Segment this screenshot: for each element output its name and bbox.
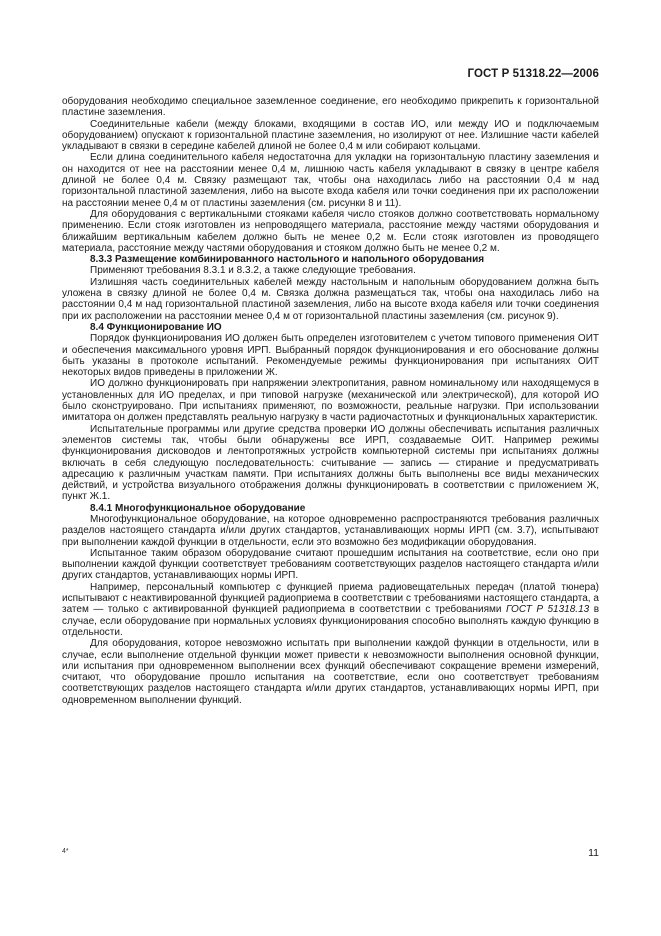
- document-body: [62, 96, 599, 706]
- section-heading-8-3-3: 8.3.3 Размещение комбинированного настольного и напольного оборудования: [90, 254, 485, 266]
- standard-reference: ГОСТ Р 51318.13: [505, 604, 590, 616]
- document-id: ГОСТ Р 51318.22—2006: [467, 68, 599, 80]
- paragraph: Для оборудования с вертикальными стояками кабеля число стояков должно соответствовать нормальному применению. Если стояк изготовлен из непроводящего материала, расстояние между частями оборудования и ближайшим вертикальным кабелем должно быть не менее 0,2 м. Если стояк изготовлен из проводящего материала, расстояние между частями оборудования и стояком должно быть не менее 0,2 м.: [62, 208, 599, 254]
- paragraph: Применяют требования 8.3.1 и 8.3.2, а также следующие требования.: [90, 265, 416, 277]
- paragraph: Если длина соединительного кабеля недостаточна для укладки на горизонтальную пластину заземления и он находится от нее на расстоянии менее 0,4 м, лишнюю часть кабеля укладывают в связку в центре кабеля длиной не более 0,4 м. Связку размещают так, чтобы она находилась либо на расстоянии 0,4 м над горизонтальной пластиной заземления, либо на высоте входа кабеля или точки соединения при их расположении на расстоянии менее 0,4 м от пластины заземления (см. рисунки 8 и 11).: [62, 152, 599, 209]
- paragraph-text: в случае, если оборудование при нормальных условиях функционирования способно выполнять каждую функцию в отдельности.: [62, 604, 600, 638]
- paragraph: Соединительные кабели (между блоками, входящими в состав ИО, или между ИО и подключаемым оборудованием) опускают к горизонтальной пластине заземления, но изолируют от нее. Излишние части кабелей укладывают в связки в середине кабелей длиной не более 0,4 м или собирают кольцами.: [62, 118, 599, 153]
- paragraph: Для оборудования, которое невозможно испытать при выполнении каждой функции в отдельности, или в случае, если выполнение отдельной функции может привести к невозможности выполнения основной функции, или испытания при одновременном выполнении всех функций обеспечивают сокращение времени измерений, считают, что оборудование прошло испытания на соответствие, если оно соответствует требованиям соответствующих разделов настоящего стандарта и/или других стандартов, устанавливающих нормы ИРП, при одновременном выполнении функций.: [62, 638, 599, 706]
- paragraph-text: Например, персональный компьютер с функцией приема радиовещательных передач (платой тюнера) испытывают с неактивированной функцией радиоприема в соответствии с требованиями настоящего стандарта, а затем — только с активированной функцией радиоприема в соответствии с требованиями: [62, 581, 599, 616]
- paragraph: Излишняя часть соединительных кабелей между настольным и напольным оборудованием должна быть уложена в связку длиной не более 0,4 м. Связка должна размещаться так, чтобы она находилась либо на расстоянии 0,4 м над горизонтальной пластиной заземления, либо на высоте входа кабеля или точки соединения при их расположении на расстоянии менее 0,4 м от горизонтальной пластины заземления (см. рисунок 9).: [62, 276, 599, 322]
- section-heading-8-4-1: 8.4.1 Многофункциональное оборудование: [90, 502, 306, 514]
- section-heading-8-4: 8.4 Функционирование ИО: [90, 321, 222, 333]
- paragraph: Испытанное таким образом оборудование считают прошедшим испытания на соответствие, если оно при выполнении каждой функции соответствует требованиям соответствующих разделов настоящего стандарта и/или других стандартов, устанавливающих нормы ИРП.: [62, 547, 599, 582]
- sheet-mark: 4*: [62, 848, 69, 855]
- paragraph: ИО должно функционировать при напряжении электропитания, равном номинальному или находящемуся в установленных для ИО пределах, и при типовой нагрузке (механической или электрической), для которой ИО было сконструировано. При испытаниях применяют, по возможности, реальные нагрузки. При использовании имитатора он должен представлять реальную нагрузку в части радиочастотных и функциональных характеристик.: [62, 378, 599, 424]
- paragraph: оборудования необходимо специальное заземленное соединение, его необходимо прикрепить к горизонтальной пластине заземления.: [62, 96, 599, 119]
- paragraph: Многофункциональное оборудование, на которое одновременно распространяются требования различных разделов настоящего стандарта и/или других стандартов, устанавливающих нормы ИРП (см. 3.7), испытывают при выполнении каждой функции в отдельности, если это возможно без модификации оборудования.: [62, 513, 599, 548]
- paragraph: Испытательные программы или другие средства проверки ИО должны обеспечивать испытания различных элементов системы так, чтобы были обнаружены все ИРП, создаваемые ОИТ. Например режимы функционирования дисководов и лентопротяжных устройств компьютерной системы при испытаниях должны включать в себя следующую последовательность: считывание — запись — стирание и предусматривать адресацию к различным участкам памяти. При испытаниях должны быть выполнены все виды механических действий, и устройства визуального отображения должны функционировать в соответствии с приложением Ж, пункт Ж.1.: [62, 423, 599, 503]
- paragraph: [62, 582, 599, 638]
- paragraph: Порядок функционирования ИО должен быть определен изготовителем с учетом типового применения ОИТ и обеспечения максимального уровня ИРП. Выбранный порядок функционирования и его обоснование должны быть указаны в протоколе испытаний. Рекомендуемые режимы функционирования при испытаниях ОИТ некоторых видов приведены в приложении Ж.: [62, 333, 599, 379]
- page-number: 11: [588, 847, 599, 859]
